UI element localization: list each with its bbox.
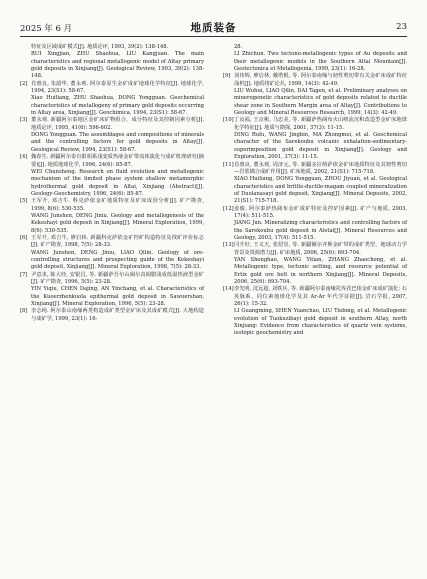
reference-number: [4] [20,154,28,161]
reference-item [223,206,407,243]
left-column [20,44,204,323]
reference-number: [2] [20,80,28,87]
reference-english: Xiao Huiliang, ZHU Shaohua, DONG Yongguan. Geochemical characteristics of metallogeny of primary gold deposits occurring in Altay area, Xinjiang[J]. Geochimica, 1994, 23(S1): 58-67. [31,95,204,117]
journal-title: 地质装备 [190,22,237,34]
reference-chinese: 李光明, 沈远超, 刘铁兵, 等. 新疆阿尔泰南缘托库孜巴依金矿床成矿演化: 石英脉系、同位素地球化学及其 Ar-Ar 年代学证据[J]. 岩石学报, 2007, 26(1): 15-32. [234,286,407,308]
reference-item [20,44,204,81]
reference-chinese: 王军升, 邓吉牛. 科克萨依金矿地质特征及矿床成因分析[J]. 矿产勘查, 1999, 8(6): 530-535. [31,198,204,212]
reference-chinese: 28. [234,44,243,50]
reference-item [20,154,204,198]
reference-english: WEI Chunsheng. Research on fluid evolution and metallogenic mechanism of the limited phase system shallow metamorphic hydrothermal gold deposit in Altai, Xinjiang (Abstract)[J]. Geology-Geochemistry, 1996, 24(6): 85-87. [31,168,204,197]
reference-english: WANG Junshen, DENG Jiniu, LIAO Qilin. Geology of ore-controlling structures and prospecting guide of the Kekeshayi gold deposit, Xinjiang[J]. Mineral Exploration, 1998, 7(5): 28-33. [31,249,204,271]
reference-number: [9] [223,73,231,80]
reference-english: DONG Yongguan. The assemblages and compositions of minerals and the controlling factors for gold deposits in Altay[J]. Geological Review, 1994, 23(S1): 58-67. [31,132,204,153]
reference-english: XIAO Huiliang, DONG Yongguan, ZHOU Jiyuan, et al. Geological characteristics and brittle-ductile-magam coupled mineralization of Duolanasayi gold deposit, Xinjiang[J]. Mineral Deposits, 2002, 21(S1): 715-718. [234,176,407,205]
reference-number: [3] [20,117,28,124]
reference-english: LI Zhichun. Two tectono-metallogenic types of Au deposits and their metallogenic models in the Southern Altai Mountain[J]. Geotectonica et Metallogenia, 1999, 23(1): 16-28. [234,51,407,73]
reference-item [20,235,204,272]
reference-chinese: 李志纯. 阿尔泰山南缘两类构造成矿类型金矿床及其成矿模式[J]. 大地构造与成矿学, 1999, 23(1): 16- [31,308,204,322]
reference-number: [13] [223,242,234,249]
reference-english: RUI Xingjian, ZHU Shaohua, LIU Kangjuan. The main characteristics and regional metallogenic model of Altay primary gold deposits in Xinjiang[J]. Geological Review, 1993, 39(2): 138-148. [31,51,204,80]
reference-number: [10] [223,117,234,124]
page-number: 23 [396,22,407,32]
reference-chinese: 肖惠良, 朱韶华, 董永观. 阿尔泰原生金矿成矿地球化学特征[J]. 地球化学, 1994, 23(S1): 58-67. [31,80,204,95]
issue-date: 2025 年 6 月 [20,24,73,34]
reference-item [20,308,204,323]
reference-item [223,162,407,206]
reference-english: DING Rufu, WANG Jingbin, MA Zhongmei, et al. Geochemical character of the Sarekoubu volcanic exhalation-sedimentary-superimposition gold deposit in Xinjiang[J]. Geology and Exploration, 2001, 37(3): 11-15. [234,132,407,161]
reference-number: [7] [20,271,28,278]
reference-chinese: 董永观. 新疆阿尔泰地区金矿床矿物组合、成分特征及其控制因素分析[J]. 地质论评, 1995, 41(6): 596-602. [31,117,204,131]
reference-english: JIANG Jun. Mineralizing characteristics and controlling factors of the Sarekoubu gold deposit in Aletai[J]. Mineral Resources and Geology, 2003, 17(4): 511-515. [234,220,407,241]
reference-english: YAN Shenghao, WANG Yitian, ZHANG Zhaochong, et al. Metallogenic type, tectonic setting, and resource potential of Ertix gold ore belt in northern Xinjiang[J]. Mineral Deposits, 2006, 25(6): 693-704. [234,256,407,285]
reference-chinese: 尹意求, 陈大经, 安银昌, 等. 新疆萨吾尔山阔尔真阔腊浅成低温热液型金矿[J]. 矿产勘查, 1996, 5(5): 23-28. [31,271,204,285]
reference-chinese: 魏春生. 新疆阿尔泰有限相系浅变质热液金矿带流体演化与成矿机理研究(摘要)[J]. 地质地球化学, 1996, 24(6): 85-87. [31,154,204,168]
reference-number: [6] [20,234,28,241]
reference-item [20,117,204,154]
reference-number: [14] [223,286,234,293]
right-column [223,44,407,338]
reference-number: [11] [223,161,234,168]
reference-english: WANG Junshen, DENG Jiniu. Geology and metallogenesis of the Kekeshayi gold deposit in Xinjiang[J]. Mineral Exploration, 1999, 8(6): 530-535. [31,212,204,234]
reference-chinese: 王军升, 邓吉牛, 廖启林. 新疆科克萨依金矿控矿构造特征及找矿评价标志[J]. 矿产勘查, 1998, 7(5): 28-33. [31,234,204,249]
reference-item [20,81,204,118]
reference-english: LIU Wuhui, LIAO Qilin, DAI Tagen, et al. Preliminary analyses on minerogenetic characteristics of gold deposits related to ductile shear zone in Southern Margin area of Altay[J]. Contributions to Geology and Mineral Resources Research, 1999, 14(3): 42-49. [234,88,407,117]
reference-chinese: 姜俊. 阿尔泰萨热阔布金矿成矿特征及控矿因素[J]. 矿产与地质, 2003, 17(4): 511-515. [234,205,407,219]
page-header [20,20,407,37]
reference-item [223,117,407,161]
reference-number: [12] [223,205,234,212]
reference-item [20,198,204,235]
reference-english: LI Guangming, SHEN Yuanchao, LIU Tiebing, et al. Metallogenic evolution of Tuokuzibayi gold deposit in southern Altay, north Xinjiang: Evidence from characteristics of quartz vein systems, isotopic geochemistry and [234,308,407,337]
reference-item [223,44,407,73]
reference-number: [8] [20,308,28,315]
reference-chinese: 肖惠良, 董永观, 周济元, 等. 新疆多拉纳萨依金矿床地质特征及其韧性剪切—岩浆耦合成矿作用[J]. 矿床地质, 2002, 21(S1): 715-718. [234,161,407,175]
reference-number: [5] [20,198,28,205]
reference-item [223,242,407,286]
reference-item [20,272,204,309]
reference-chinese: 特征及区域成矿模式[J]. 地质论评, 1993, 39(2): 138-148. [31,44,169,50]
reference-english: YIN Yiqiu, CHEN Dajing, AN Yinchang, et al. Characteristics of the Kuoerzhenkuola epithermal gold deposit in Sawuershan, Xinjiang[J]. Mineral Exploration, 1996, 5(5): 23-28. [31,286,204,308]
reference-chinese: 丁汝福, 王京彬, 马忠美, 等. 新疆萨热阔布火山喷流沉积改造型金矿床地球化学特征[J]. 地质与勘探, 2001, 37(3): 11-15. [234,117,407,131]
reference-chinese: 闫升好, 王义天, 张招崇, 等. 新疆额尔齐斯金矿带的成矿类型、地球动力学背景及资源潜力[J]. 矿床地质, 2006, 25(6): 693-704. [234,242,407,256]
reference-chinese: 刘伟辉, 廖启林, 戴塔根, 等. 阿尔泰南缘与韧性剪切带有关金矿床成矿特征浅析[J]. 地质找矿论丛, 1999, 14(3): 42-49. [234,73,407,87]
reference-item [223,73,407,117]
reference-item [223,286,407,337]
